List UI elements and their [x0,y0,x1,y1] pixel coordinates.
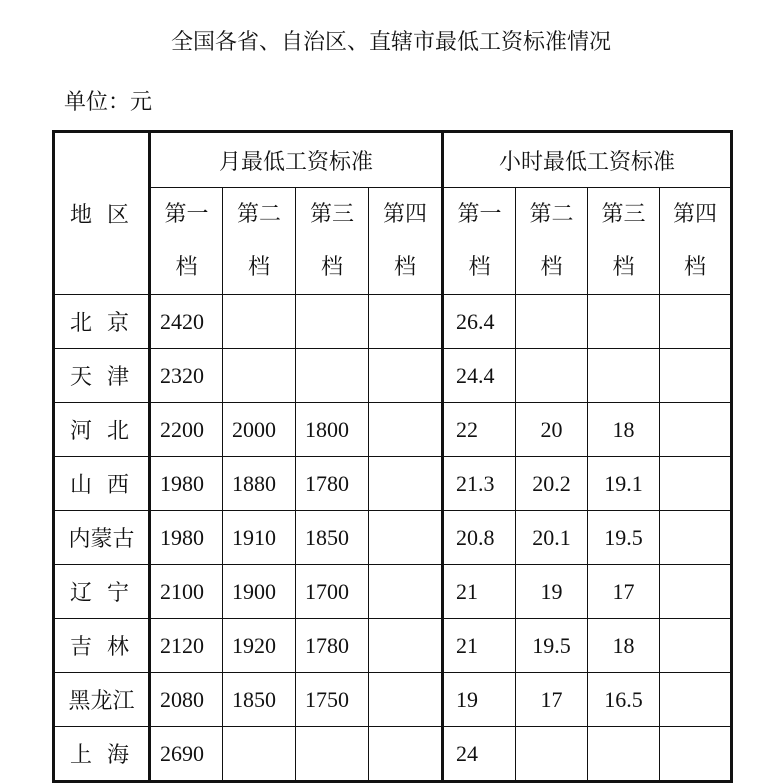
hourly-value-cell [660,403,732,457]
monthly-value-cell: 1980 [150,457,223,511]
table-row [54,673,732,727]
monthly-value-cell [369,403,443,457]
hourly-value-cell: 18 [588,403,660,457]
region-header: 地 区 [54,132,150,295]
min-wage-table [52,130,733,783]
hourly-value-cell [516,295,588,349]
hourly-value-cell [660,673,732,727]
unit-label: 单位：元 [64,90,153,115]
hourly-value-cell [660,619,732,673]
monthly-value-cell [369,511,443,565]
region-cell: 河 北 [54,403,150,457]
hourly-value-cell [660,511,732,565]
monthly-value-cell: 1800 [296,403,369,457]
monthly-value-cell [296,727,369,782]
hourly-value-cell: 20.8 [443,511,516,565]
monthly-value-cell [369,619,443,673]
hourly-value-cell: 17 [516,673,588,727]
monthly-value-cell [369,295,443,349]
region-cell: 辽 宁 [54,565,150,619]
region-cell: 天 津 [54,349,150,403]
hourly-value-cell: 20.1 [516,511,588,565]
monthly-value-cell [223,295,296,349]
table-row [54,727,732,782]
hourly-tier-3: 第三 档 [588,188,660,295]
hourly-value-cell: 20 [516,403,588,457]
monthly-value-cell: 1700 [296,565,369,619]
region-cell: 黑龙江 [54,673,150,727]
hourly-value-cell: 19.1 [588,457,660,511]
monthly-value-cell: 1920 [223,619,296,673]
page-title: 全国各省、自治区、直辖市最低工资标准情况 [170,30,611,55]
hourly-header: 小时最低工资标准 [443,132,732,188]
table-row [54,403,732,457]
table-row [54,349,732,403]
monthly-value-cell [369,349,443,403]
monthly-value-cell: 1780 [296,457,369,511]
monthly-value-cell [369,673,443,727]
monthly-tier-3: 第三 档 [296,188,369,295]
monthly-value-cell: 1880 [223,457,296,511]
hourly-value-cell: 18 [588,619,660,673]
monthly-tier-1: 第一 档 [150,188,223,295]
hourly-value-cell: 19.5 [588,511,660,565]
hourly-value-cell: 22 [443,403,516,457]
hourly-tier-1: 第一 档 [443,188,516,295]
hourly-value-cell [660,295,732,349]
monthly-value-cell: 2200 [150,403,223,457]
hourly-value-cell [660,457,732,511]
monthly-value-cell: 2000 [223,403,296,457]
table-header-row [54,132,732,188]
monthly-value-cell: 1900 [223,565,296,619]
monthly-tier-4: 第四 档 [369,188,443,295]
monthly-value-cell: 1910 [223,511,296,565]
monthly-value-cell: 1750 [296,673,369,727]
monthly-value-cell: 1980 [150,511,223,565]
monthly-value-cell: 2420 [150,295,223,349]
hourly-value-cell [660,727,732,782]
monthly-value-cell: 2120 [150,619,223,673]
hourly-value-cell: 21 [443,565,516,619]
hourly-value-cell: 24.4 [443,349,516,403]
monthly-value-cell: 2100 [150,565,223,619]
hourly-value-cell [660,565,732,619]
monthly-value-cell: 1850 [223,673,296,727]
hourly-value-cell: 26.4 [443,295,516,349]
hourly-value-cell: 21.3 [443,457,516,511]
region-cell: 山 西 [54,457,150,511]
hourly-value-cell: 19 [443,673,516,727]
hourly-value-cell: 21 [443,619,516,673]
table-row [54,619,732,673]
tier-header-row [54,188,732,295]
hourly-value-cell [516,727,588,782]
monthly-value-cell [369,565,443,619]
hourly-value-cell: 24 [443,727,516,782]
monthly-tier-2: 第二 档 [223,188,296,295]
monthly-value-cell [296,349,369,403]
hourly-value-cell: 19 [516,565,588,619]
hourly-value-cell [588,349,660,403]
hourly-value-cell: 17 [588,565,660,619]
hourly-tier-4: 第四 档 [660,188,732,295]
table-row [54,511,732,565]
monthly-value-cell: 2320 [150,349,223,403]
monthly-value-cell [223,727,296,782]
monthly-value-cell: 2080 [150,673,223,727]
hourly-value-cell: 19.5 [516,619,588,673]
hourly-value-cell [516,349,588,403]
region-cell: 北 京 [54,295,150,349]
table-row [54,295,732,349]
hourly-value-cell: 16.5 [588,673,660,727]
monthly-value-cell [223,349,296,403]
monthly-value-cell [369,457,443,511]
region-cell: 内蒙古 [54,511,150,565]
hourly-value-cell [660,349,732,403]
table-row [54,457,732,511]
monthly-value-cell [369,727,443,782]
hourly-value-cell [588,727,660,782]
region-cell: 上 海 [54,727,150,782]
region-cell: 吉 林 [54,619,150,673]
hourly-value-cell [588,295,660,349]
table-row [54,565,732,619]
hourly-value-cell: 20.2 [516,457,588,511]
monthly-value-cell: 1850 [296,511,369,565]
monthly-value-cell [296,295,369,349]
monthly-header: 月最低工资标准 [150,132,443,188]
hourly-tier-2: 第二 档 [516,188,588,295]
monthly-value-cell: 1780 [296,619,369,673]
monthly-value-cell: 2690 [150,727,223,782]
